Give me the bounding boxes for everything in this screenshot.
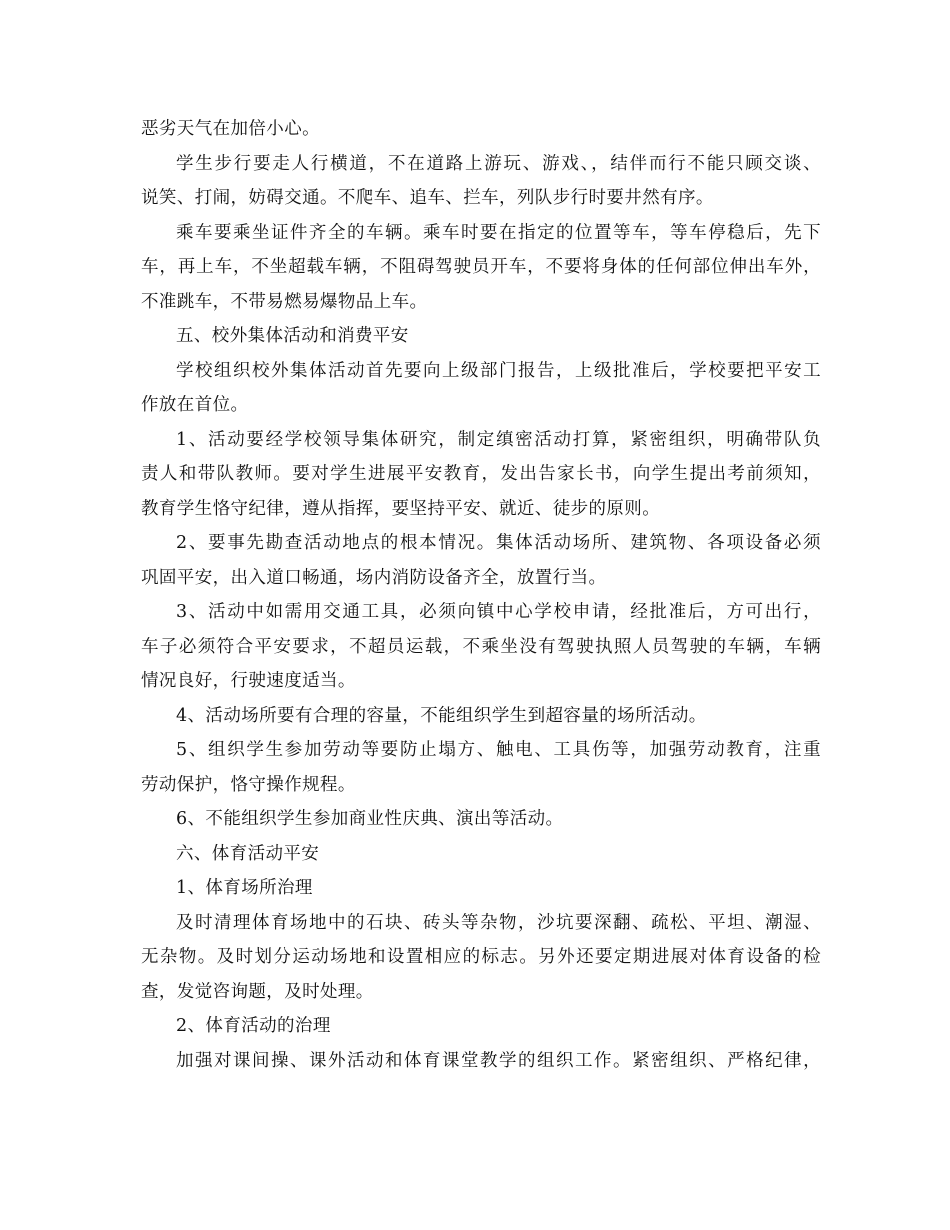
text-line: 5、组织学生参加劳动等要防止塌方、触电、工具伤等，加强劳动教育，注重 <box>176 740 821 760</box>
text-line: 车子必须符合平安要求，不超员运载，不乘坐没有驾驶执照人员驾驶的车辆，车辆 <box>141 636 821 657</box>
text-line: 1、活动要经学校领导集体研究，制定缜密活动打算，紧密组织，明确带队负 <box>176 429 821 450</box>
text-line: 4、活动场所要有合理的容量，不能组织学生到超容量的场所活动。 <box>176 705 707 726</box>
text-line: 恶劣天气在加倍小心。 <box>141 119 320 139</box>
document-body <box>141 112 821 1078</box>
section-heading: 六、体育活动平安 <box>176 843 320 864</box>
text-line: 2、要事先勘查活动地点的根本情况。集体活动场所、建筑物、各项设备必须 <box>176 533 821 553</box>
text-line: 学校组织校外集体活动首先要向上级部门报告，上级批准后，学校要把平安工 <box>176 360 821 381</box>
text-line: 乘车要乘坐证件齐全的车辆。乘车时要在指定的位置等车，等车停稳后，先下 <box>176 222 821 243</box>
text-line: 6、不能组织学生参加商业性庆典、演出等活动。 <box>176 809 564 829</box>
text-line: 查，发觉咨询题，及时处理。 <box>141 981 374 1002</box>
text-line: 劳动保护，恪守操作规程。 <box>141 774 356 795</box>
text-line: 及时清理体育场地中的石块、砖头等杂物，沙坑要深翻、疏松、平坦、潮湿、 <box>176 912 821 933</box>
text-line: 学生步行要走人行横道，不在道路上游玩、游戏、，结伴而行不能只顾交谈、 <box>176 153 821 174</box>
text-line: 巩固平安，出入道口畅通，场内消防设备齐全，放置行当。 <box>141 567 607 588</box>
text-line: 不准跳车，不带易燃易爆物品上车。 <box>141 291 428 312</box>
subsection-heading: 2、体育活动的治理 <box>176 1016 331 1036</box>
section-heading: 五、校外集体活动和消费平安 <box>176 326 409 346</box>
text-line: 3、活动中如需用交通工具，必须向镇中心学校申请，经批准后，方可出行， <box>176 602 821 622</box>
text-line: 无杂物。及时划分运动场地和设置相应的标志。另外还要定期进展对体育设备的检 <box>141 947 821 967</box>
subsection-heading: 1、体育场所治理 <box>176 878 313 898</box>
text-line: 教育学生恪守纪律，遵从指挥，要坚持平安、就近、徒步的原则。 <box>141 498 661 519</box>
text-line: 加强对课间操、课外活动和体育课堂教学的组织工作。紧密组织、严格纪律， <box>176 1050 821 1071</box>
text-line: 车，再上车，不坐超载车辆，不阻碍驾驶员开车，不要将身体的任何部位伸出车外， <box>141 257 821 277</box>
text-line: 情况良好，行驶速度适当。 <box>141 671 356 691</box>
text-line: 责人和带队教师。要对学生进展平安教育，发出告家长书，向学生提出考前须知， <box>141 464 821 484</box>
text-line: 说笑、打闹，妨碍交通。不爬车、追车、拦车，列队步行时要井然有序。 <box>141 188 714 208</box>
text-line: 作放在首位。 <box>141 395 249 415</box>
